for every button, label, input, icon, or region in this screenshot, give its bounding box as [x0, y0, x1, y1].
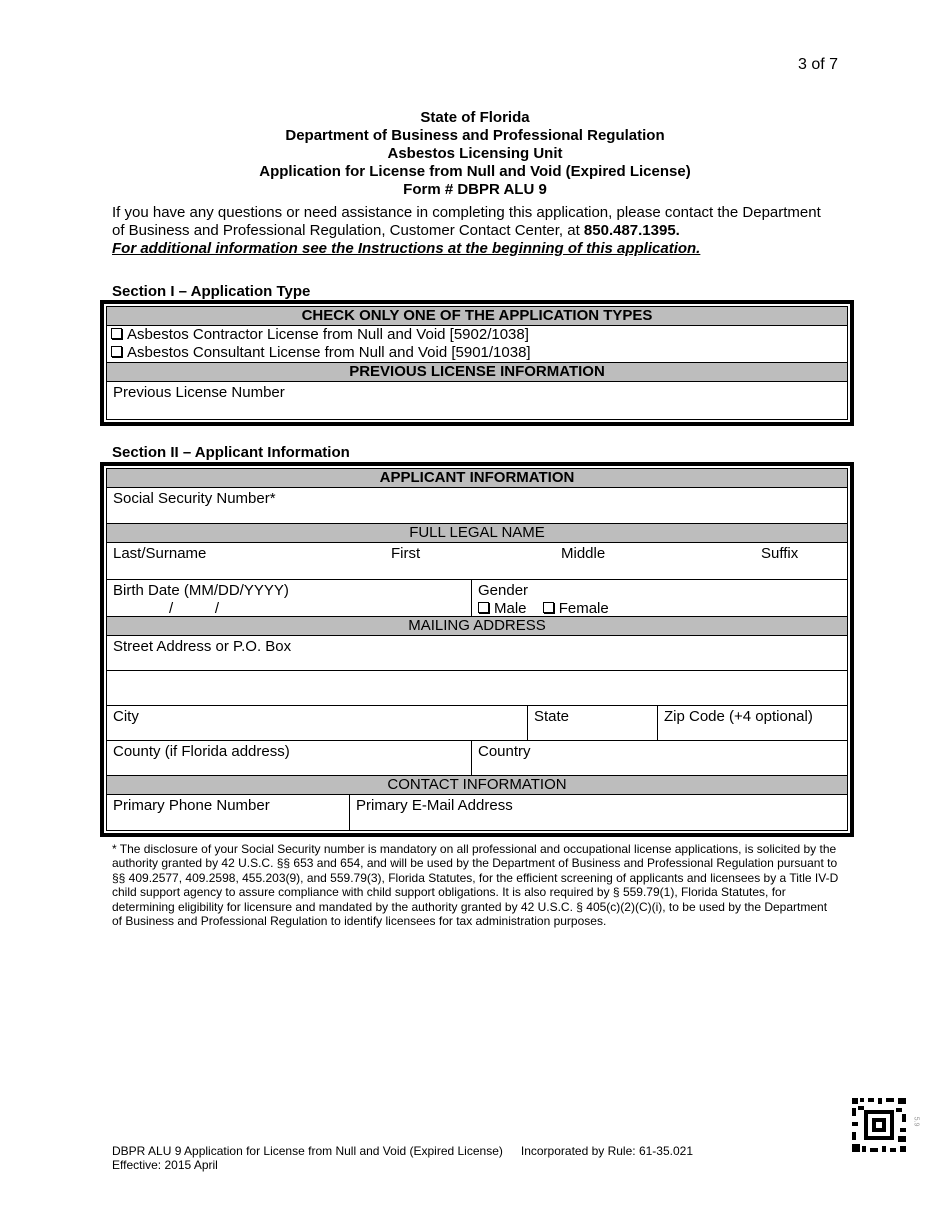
street-field[interactable]: [107, 636, 847, 670]
street-field-2[interactable]: [107, 671, 847, 705]
male-checkbox[interactable]: [478, 602, 489, 613]
mailing-address-band: MAILING ADDRESS: [107, 617, 847, 636]
country-field[interactable]: [471, 741, 847, 775]
phone-field[interactable]: [107, 795, 349, 830]
applicant-info-box: [100, 462, 854, 837]
qr-code-icon: [850, 1096, 908, 1154]
middle-name-label: Middle: [561, 545, 606, 562]
option-contractor[interactable]: [107, 326, 847, 344]
page-footer: [112, 1144, 693, 1172]
county-field[interactable]: [107, 741, 471, 775]
footer-rule: Incorporated by Rule: 61-35.021: [520, 1144, 693, 1158]
ssn-row: [107, 488, 847, 524]
country-label: Country: [478, 743, 531, 760]
ssn-field[interactable]: [107, 488, 847, 523]
contact-row: [107, 795, 847, 830]
full-legal-name-band: FULL LEGAL NAME: [107, 524, 847, 543]
email-label: Primary E-Mail Address: [356, 797, 513, 814]
intro-text: If you have any questions or need assistance in completing this application, please contact the Department of Business and Professional Regulation, Customer Contact Center, at: [112, 204, 821, 239]
suffix-field[interactable]: [755, 543, 847, 579]
female-checkbox[interactable]: [543, 602, 554, 613]
street-label: Street Address or P.O. Box: [113, 638, 292, 655]
middle-name-field[interactable]: [555, 543, 755, 579]
consultant-checkbox[interactable]: [111, 346, 122, 357]
contact-info-band: CONTACT INFORMATION: [107, 776, 847, 795]
last-name-label: Last/Surname: [113, 545, 207, 562]
phone-label: Primary Phone Number: [113, 797, 270, 814]
ssn-label: Social Security Number*: [113, 490, 276, 507]
previous-license-field[interactable]: [107, 382, 847, 419]
header-form-number: Form # DBPR ALU 9: [403, 181, 547, 198]
zip-field[interactable]: [657, 706, 847, 740]
contractor-label: Asbestos Contractor License from Null and Void [5902/1038]: [127, 326, 529, 343]
previous-license-label: Previous License Number: [113, 384, 285, 401]
zip-label: Zip Code (+4 optional): [664, 708, 813, 725]
ssn-disclosure-footnote: * The disclosure of your Social Security number is mandatory on all professional and occupational license applications, is solicited by the authority granted by 42 U.S.C. §§ 653 and 654, and will be used by the Department of Business and Professional Regulation pursuant to §§ 409.2577, 409.2598, 455.203(9), and 559.79(3), Florida Statutes, for the efficient screening of applicants and licensees by a Title IV-D child support agency to assure compliance with child support obligations. It is also required by § 559.79(1), Florida Statutes, for determining eligibility for licensure and mandated by the authority granted by 42 U.S.C. § 405(c)(2)(C)(i), to be used by the Department of Business and Professional Regulation to identify licensees for tax administration purposes.: [112, 842, 839, 929]
previous-license-row: [107, 382, 847, 419]
male-option[interactable]: [478, 600, 527, 617]
state-field[interactable]: [527, 706, 657, 740]
male-label: Male: [494, 600, 527, 617]
female-option[interactable]: [543, 600, 609, 617]
section-1-title: Section I – Application Type: [112, 283, 311, 300]
name-row: [107, 543, 847, 580]
city-label: City: [113, 708, 139, 725]
footer-form-title: DBPR ALU 9 Application for License from Null and Void (Expired License): [112, 1144, 503, 1158]
female-label: Female: [558, 600, 609, 617]
section-2-title: Section II – Applicant Information: [112, 444, 350, 461]
birth-date-field[interactable]: [107, 580, 471, 616]
option-consultant[interactable]: [107, 344, 847, 363]
page-number: 3 of 7: [797, 56, 838, 73]
county-country-row: [107, 741, 847, 776]
contact-phone: 850.487.1395.: [583, 222, 680, 239]
intro-paragraph: [112, 204, 832, 258]
application-type-box: [100, 300, 854, 426]
street-row-2: [107, 671, 847, 706]
gender-field: [471, 580, 847, 616]
previous-license-band: PREVIOUS LICENSE INFORMATION: [107, 363, 847, 382]
gender-label: Gender: [478, 582, 529, 599]
qr-tag: 5.9: [912, 1116, 920, 1127]
street-row: [107, 636, 847, 671]
last-name-field[interactable]: [107, 543, 385, 579]
footer-effective: Effective: 2015 April: [112, 1158, 218, 1172]
email-field[interactable]: [349, 795, 847, 830]
suffix-label: Suffix: [761, 545, 799, 562]
first-name-label: First: [391, 545, 421, 562]
instructions-note: For additional information see the Instructions at the beginning of this application.: [112, 240, 701, 257]
header-form-title: Application for License from Null and Void (Expired License): [259, 163, 691, 180]
application-types-band: CHECK ONLY ONE OF THE APPLICATION TYPES: [107, 307, 847, 326]
city-state-zip-row: [107, 706, 847, 741]
birth-date-label: Birth Date (MM/DD/YYYY): [113, 582, 289, 599]
county-label: County (if Florida address): [113, 743, 290, 760]
form-header: [0, 109, 950, 199]
contractor-checkbox[interactable]: [111, 328, 122, 339]
consultant-label: Asbestos Consultant License from Null and Void [5901/1038]: [127, 344, 531, 361]
city-field[interactable]: [107, 706, 527, 740]
birth-date-slashes: / /: [169, 600, 220, 617]
applicant-info-band: APPLICANT INFORMATION: [107, 469, 847, 488]
state-label: State: [534, 708, 570, 725]
header-department: Department of Business and Professional Regulation: [285, 127, 665, 144]
header-unit: Asbestos Licensing Unit: [387, 145, 563, 162]
first-name-field[interactable]: [385, 543, 555, 579]
header-state: State of Florida: [420, 109, 530, 126]
birth-gender-row: [107, 580, 847, 617]
